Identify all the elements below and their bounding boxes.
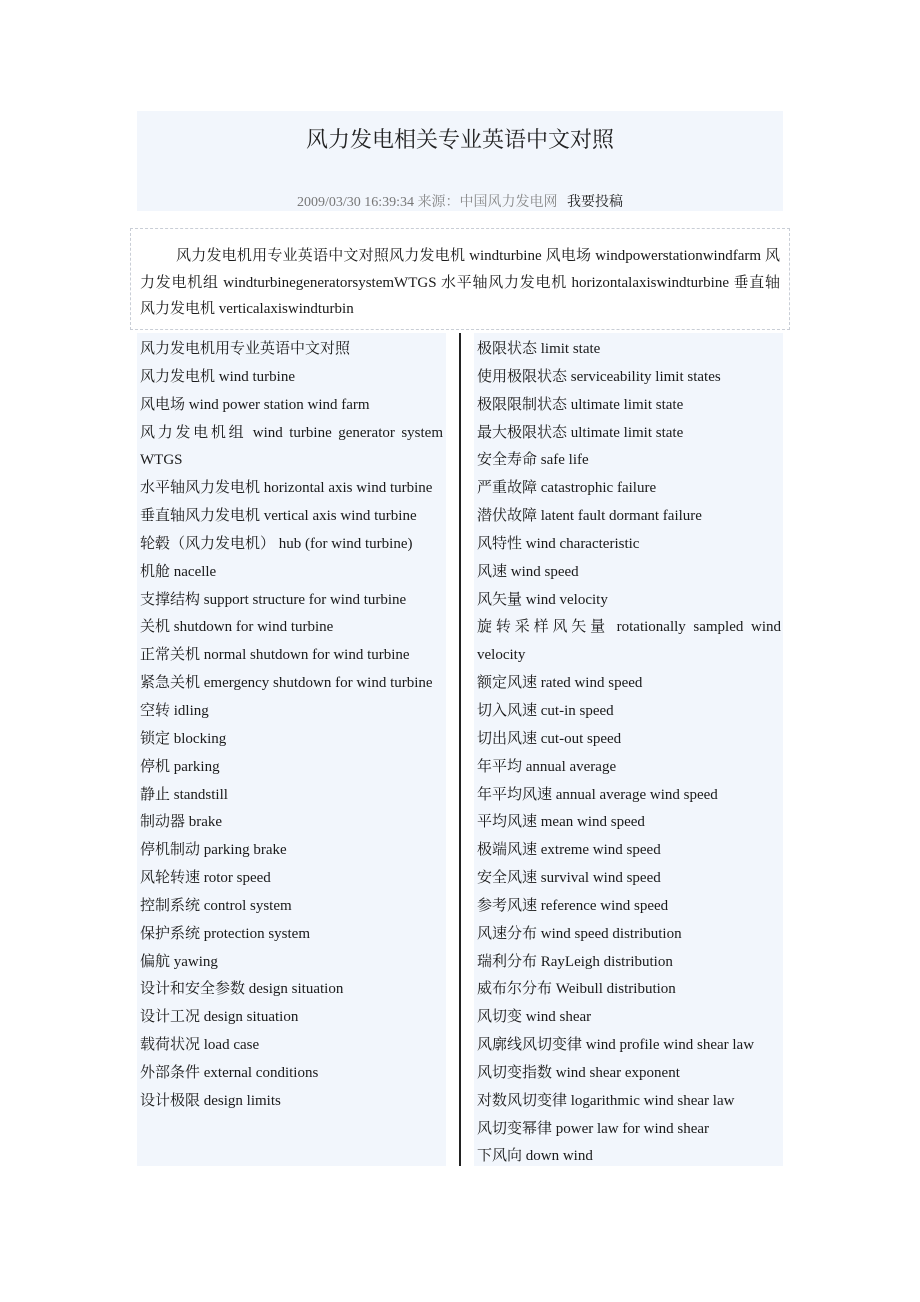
glossary-entry: 严重故障 catastrophic failure: [477, 480, 657, 497]
glossary-entry: 风电场 wind power station wind farm: [140, 396, 370, 413]
glossary-entry: 旋转采样风矢量 rotationally sampled wind velocity: [477, 619, 781, 664]
glossary-entry: 静止 standstill: [140, 786, 228, 803]
glossary-entry: 安全风速 survival wind speed: [477, 870, 661, 887]
glossary-entry: 潜伏故障 latent fault dormant failure: [477, 508, 702, 525]
submit-article-link[interactable]: 我要投稿: [567, 195, 624, 210]
glossary-entry: 切出风速 cut-out speed: [477, 730, 622, 747]
glossary-entry: 风廓线风切变律 wind profile wind shear law: [477, 1037, 755, 1054]
glossary-entry: 风切变 wind shear: [477, 1009, 592, 1026]
glossary-entry: 风力发电机用专业英语中文对照: [140, 341, 351, 357]
glossary-entry: 对数风切变律 logarithmic wind shear law: [477, 1092, 735, 1109]
glossary-entry: 设计和安全参数 design situation: [140, 981, 344, 998]
glossary-entry: 停机制动 parking brake: [140, 842, 287, 859]
glossary-entry: 安全寿命 safe life: [477, 452, 589, 469]
glossary-entry: 年平均 annual average: [477, 758, 617, 775]
glossary-entry: 水平轴风力发电机 horizontal axis wind turbine: [140, 480, 433, 497]
glossary-entry: 极端风速 extreme wind speed: [477, 842, 661, 859]
glossary-entry: 风力发电机组 wind turbine generator system WTGS: [140, 424, 443, 469]
glossary-entry: 风矢量 wind velocity: [477, 591, 608, 608]
intro-box: [130, 228, 790, 330]
glossary-entry: 极限状态 limit state: [477, 341, 601, 357]
glossary-entry: 风力发电机 wind turbine: [140, 368, 295, 385]
glossary-entry: 风速分布 wind speed distribution: [477, 925, 682, 942]
page-title: 风力发电相关专业英语中文对照: [305, 127, 614, 152]
glossary-entry: 偏航 yawing: [140, 953, 218, 970]
glossary-entry: 风切变幂律 power law for wind shear: [477, 1120, 710, 1137]
glossary-right-column: [474, 333, 783, 1166]
glossary-entry: 使用极限状态 serviceability limit states: [477, 368, 721, 385]
glossary-entry: 额定风速 rated wind speed: [477, 675, 643, 692]
glossary-entry: 关机 shutdown for wind turbine: [140, 619, 334, 636]
glossary-entry: 风特性 wind characteristic: [477, 535, 640, 552]
glossary-entry: 轮毂（风力发电机） hub (for wind turbine): [140, 535, 413, 552]
glossary-entry: 年平均风速 annual average wind speed: [477, 786, 718, 803]
glossary-entry: 控制系统 control system: [140, 897, 292, 914]
intro-text: 风力发电机用专业英语中文对照风力发电机 windturbine 风电场 windpowerstationwindfarm 风力发电机组 windturbinegeneratorsystemWTGS 水平轴风力发电机 horizontalaxiswindturbine 垂直轴风力发电机 verticalaxiswindturbin: [140, 248, 780, 317]
glossary-entry: 最大极限状态 ultimate limit state: [477, 424, 684, 441]
glossary-entry: 设计极限 design limits: [140, 1092, 281, 1109]
glossary-entry: 机舱 nacelle: [140, 563, 217, 580]
glossary-entry: 设计工况 design situation: [140, 1009, 299, 1026]
glossary-entry: 制动器 brake: [140, 814, 223, 831]
glossary-entry: 停机 parking: [140, 758, 220, 775]
glossary-entry: 风速 wind speed: [477, 563, 579, 580]
glossary-entry: 空转 idling: [140, 702, 209, 719]
glossary-entry: 载荷状况 load case: [140, 1037, 260, 1054]
article-meta: [137, 191, 783, 211]
glossary-entry: 风切变指数 wind shear exponent: [477, 1064, 680, 1081]
glossary-entry: 瑞利分布 RayLeigh distribution: [477, 953, 673, 970]
source-label: 来源：中国风力发电网: [417, 195, 558, 210]
glossary-entry: 保护系统 protection system: [140, 925, 310, 942]
column-divider: [459, 333, 461, 1166]
glossary-entry: 威布尔分布 Weibull distribution: [477, 981, 676, 998]
glossary-entry: 紧急关机 emergency shutdown for wind turbine: [140, 675, 433, 692]
glossary-entry: 切入风速 cut-in speed: [477, 702, 614, 719]
glossary-entry: 锁定 blocking: [140, 730, 227, 747]
glossary-entry: 风轮转速 rotor speed: [140, 870, 271, 887]
glossary-entry: 下风向 down wind: [477, 1148, 593, 1165]
glossary-entry: 垂直轴风力发电机 vertical axis wind turbine: [140, 508, 417, 525]
glossary-entry: 外部条件 external conditions: [140, 1064, 319, 1081]
glossary-entry: 平均风速 mean wind speed: [477, 814, 645, 831]
glossary-entry: 极限限制状态 ultimate limit state: [477, 396, 684, 413]
glossary-left-column: [137, 333, 446, 1166]
glossary-entry: 参考风速 reference wind speed: [477, 897, 669, 914]
article-header: [137, 111, 783, 211]
glossary-entry: 正常关机 normal shutdown for wind turbine: [140, 647, 410, 664]
publish-date: 2009/03/30 16:39:34: [296, 195, 415, 210]
glossary-entry: 支撑结构 support structure for wind turbine: [140, 591, 407, 608]
